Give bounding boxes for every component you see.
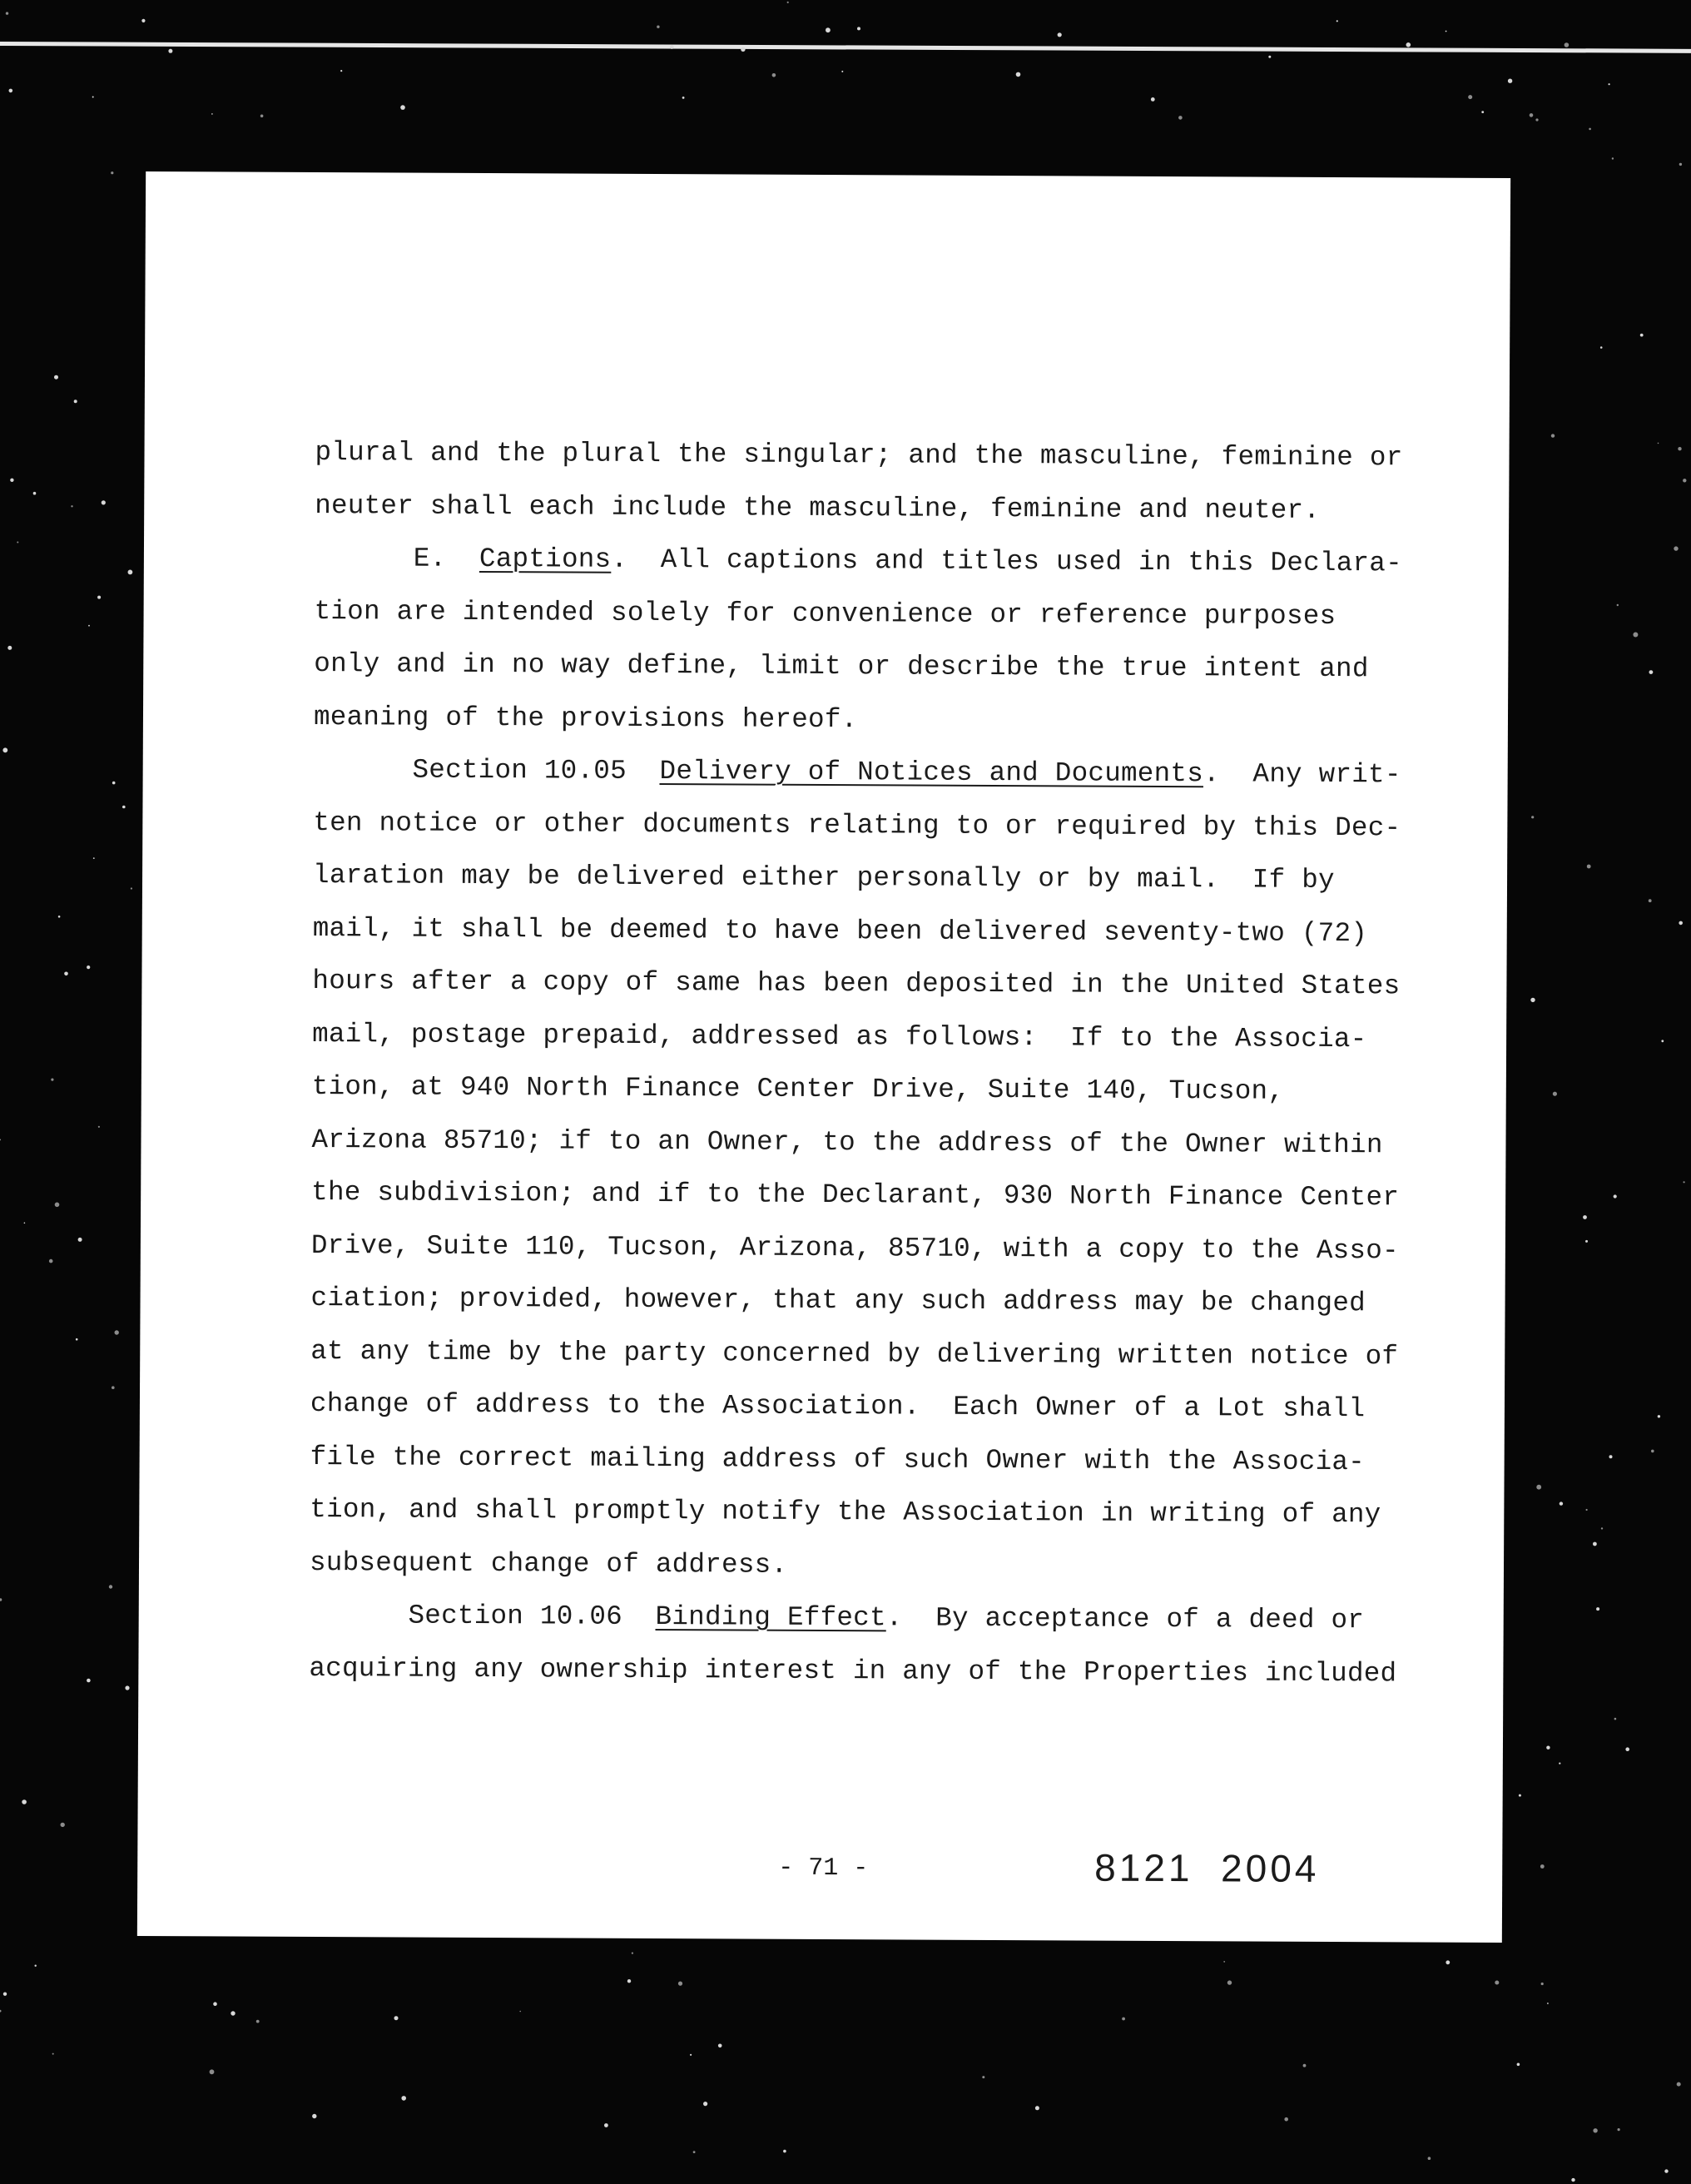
text-segment: laration may be delivered either personally or by mail. If by [312, 859, 1335, 896]
text-line [314, 532, 1403, 590]
speckle [1617, 604, 1619, 606]
speckle [17, 542, 18, 544]
text-line [310, 1589, 1391, 1647]
speckle [1601, 1527, 1603, 1529]
speckle [1268, 56, 1271, 58]
text-line [309, 1641, 1397, 1700]
speckle [2, 747, 7, 752]
speckle [312, 2114, 316, 2118]
text-segment: file the correct mailing address of such Owner with the Associa- [310, 1441, 1366, 1477]
speckle [682, 97, 685, 99]
speckle [1618, 2128, 1620, 2131]
text-line [314, 638, 1396, 696]
speckle [1446, 1960, 1450, 1964]
speckle [24, 1223, 26, 1224]
speckle [1519, 1794, 1521, 1797]
speckle [22, 1799, 27, 1804]
speckle [1336, 20, 1338, 22]
speckle [678, 1982, 682, 1986]
speckle [1223, 1961, 1225, 1963]
speckle [52, 2053, 54, 2055]
text-segment: Section 10.05 [313, 753, 660, 787]
text-segment: . By acceptance of a deed or [885, 1602, 1365, 1636]
text-segment: Drive, Suite 110, Tucson, Arizona, 85710, with a copy to the Asso- [310, 1229, 1399, 1266]
speckle [1664, 2169, 1668, 2172]
speckle [982, 2076, 984, 2078]
speckle [1586, 1509, 1588, 1511]
text-line [314, 690, 1396, 748]
speckle [1587, 865, 1591, 869]
speckle [1540, 1864, 1545, 1869]
text-line [310, 1377, 1392, 1436]
text-segment: at any time by the party concerned by delivering written notice of [310, 1335, 1399, 1372]
speckle [1016, 72, 1021, 77]
text-line [310, 1430, 1391, 1488]
speckle [1151, 97, 1155, 102]
text-line [313, 901, 1395, 960]
speckle [128, 570, 133, 575]
speckle [10, 479, 13, 482]
speckle [1679, 921, 1683, 926]
speckle [1481, 111, 1484, 113]
text-segment: tion, and shall promptly notify the Association in writing of any [310, 1493, 1381, 1531]
speckle [604, 2123, 608, 2127]
speckle [51, 1079, 53, 1081]
speckle [6, 12, 8, 14]
speckle [1678, 447, 1681, 450]
speckle [1541, 1983, 1544, 1985]
speckle [1559, 1763, 1560, 1765]
speckle [1612, 157, 1614, 159]
speckle [1517, 2063, 1520, 2067]
speckle [1531, 816, 1534, 818]
text-segment: acquiring any ownership interest in any of the Properties included [309, 1652, 1397, 1689]
text-segment: plural and the plural the singular; and the masculine, feminine or [315, 437, 1403, 474]
speckle [1508, 79, 1512, 83]
speckle [1633, 633, 1638, 638]
speckle [1535, 118, 1538, 121]
speckle [1684, 1181, 1685, 1183]
speckle [88, 625, 90, 627]
text-segment: only and in no way define, limit or describe the true intent and [314, 648, 1369, 685]
speckle [54, 375, 58, 380]
text-segment: mail, it shall be deemed to have been delivered seventy-two (72) [312, 912, 1368, 949]
speckle [1178, 116, 1183, 120]
speckle [231, 2011, 235, 2015]
speckle [1593, 2128, 1597, 2132]
text-segment: meaning of the provisions hereof. [313, 701, 858, 735]
speckle [857, 27, 860, 30]
speckle [1035, 2106, 1039, 2110]
speckle [1536, 1485, 1541, 1490]
speckle [1658, 1415, 1660, 1417]
text-segment: neuter shall each include the masculine, feminine and neuter. [315, 489, 1321, 526]
speckle [92, 97, 94, 98]
speckle [71, 505, 72, 507]
section-caption: Captions [479, 543, 612, 575]
speckle [49, 1259, 53, 1263]
text-segment: subsequent change of address. [309, 1546, 788, 1581]
speckle [1058, 32, 1062, 37]
speckle [3, 1993, 7, 1996]
speckle [657, 26, 659, 28]
speckle [1227, 1980, 1232, 1984]
speckle [690, 2054, 692, 2056]
speckle [211, 113, 213, 115]
speckle [1640, 334, 1644, 337]
speckle [340, 70, 342, 72]
text-line [312, 1060, 1394, 1119]
text-line [311, 1113, 1393, 1171]
text-line [310, 1324, 1399, 1382]
text-line [311, 1166, 1400, 1224]
speckle [1625, 1747, 1629, 1751]
section-caption: Binding Effect [655, 1601, 886, 1634]
text-segment: E. [314, 543, 480, 574]
text-line [315, 426, 1403, 484]
speckle [256, 2020, 260, 2023]
speckle [841, 71, 843, 72]
section-caption: Delivery of Notices and Documents [659, 756, 1204, 790]
speckle [1284, 2117, 1288, 2122]
speckle [122, 806, 126, 809]
text-line [313, 743, 1401, 802]
speckle [787, 2, 789, 3]
speckle [102, 500, 106, 504]
speckle [718, 2044, 722, 2048]
speckle [125, 1685, 129, 1690]
speckle [0, 1139, 1, 1141]
speckle [1565, 42, 1570, 47]
text-segment: hours after a copy of same has been deposited in the United States [312, 965, 1401, 1002]
text-segment: ten notice or other documents relating to or required by this Dec- [313, 807, 1401, 843]
speckle [1679, 163, 1682, 166]
speckle [1596, 1607, 1599, 1611]
speckle [168, 49, 172, 53]
speckle [87, 1679, 91, 1683]
text-line [312, 1007, 1394, 1065]
speckle [58, 916, 61, 918]
speckle [1614, 1194, 1617, 1198]
text-segment: the subdivision; and if to the Declarant, 930 North Finance Center [311, 1176, 1400, 1214]
speckle [0, 1598, 2, 1601]
text-line [313, 849, 1395, 907]
text-segment: Arizona 85710; if to an Owner, to the address of the Owner within [311, 1124, 1383, 1160]
speckle [400, 105, 405, 110]
speckle [1553, 1092, 1557, 1096]
speckle [519, 2011, 521, 2013]
text-segment: Section 10.06 [309, 1599, 656, 1633]
text-line [314, 585, 1396, 643]
text-line [312, 955, 1401, 1013]
speckle [1609, 83, 1610, 85]
speckle [1585, 1240, 1588, 1243]
text-segment: mail, postage prepaid, addressed as follows: If to the Associa- [312, 1018, 1367, 1055]
speckle [35, 1965, 37, 1967]
speckle [1600, 346, 1603, 349]
text-segment: . All captions and titles used in this Declara- [611, 544, 1403, 579]
speckle [1593, 1542, 1597, 1546]
speckle [115, 1330, 119, 1334]
text-line [315, 479, 1396, 538]
document-page [137, 171, 1510, 1943]
speckle [401, 2096, 406, 2101]
text-segment: tion, at 940 North Finance Center Drive, Suite 140, Tucson, [311, 1070, 1285, 1107]
speckle [74, 400, 77, 403]
speckle [98, 1126, 100, 1128]
speckle [87, 965, 90, 969]
speckle [693, 2151, 696, 2153]
speckle [1468, 95, 1472, 99]
speckle [1446, 31, 1447, 32]
text-line [310, 1536, 1391, 1594]
speckle [394, 2016, 399, 2020]
speckle [670, 45, 674, 49]
speckle [112, 1386, 115, 1389]
speckle [213, 2002, 217, 2006]
text-line [310, 1272, 1392, 1330]
speckle [1651, 1450, 1654, 1453]
document-recording-number: 8121 2004 [1094, 1845, 1320, 1890]
speckle [33, 492, 37, 495]
speckle [0, 2010, 2, 2013]
speckle [1649, 899, 1652, 902]
speckle [741, 47, 745, 52]
speckle [1551, 434, 1555, 437]
speckle [141, 19, 145, 22]
speckle [1428, 2157, 1431, 2160]
speckle [1530, 113, 1534, 117]
speckle [1303, 2064, 1307, 2067]
speckle [1495, 1981, 1499, 1985]
speckle [78, 1238, 82, 1242]
text-line [310, 1483, 1391, 1541]
speckle [1546, 1746, 1550, 1750]
speckle [703, 2102, 707, 2106]
speckle [112, 782, 116, 785]
text-segment: . Any writ- [1203, 758, 1401, 791]
speckle [1609, 1455, 1613, 1458]
page-number: - 71 - [778, 1854, 869, 1884]
text-segment: change of address to the Association. Each Owner of a Lot shall [310, 1387, 1366, 1425]
speckle [1530, 998, 1535, 1002]
speckle [7, 646, 12, 650]
speckle [632, 1953, 633, 1954]
speckle [109, 1585, 112, 1588]
text-segment: ciation; provided, however, that any such address may be changed [310, 1282, 1366, 1319]
speckle [97, 596, 101, 599]
speckle [1560, 1502, 1563, 1505]
speckle [783, 2150, 786, 2153]
speckle [1677, 2082, 1681, 2087]
speckle [1649, 670, 1654, 674]
speckle [1614, 1718, 1617, 1720]
speckle [111, 171, 113, 174]
text-line [310, 1219, 1399, 1277]
text-line [313, 796, 1401, 854]
speckle [93, 857, 95, 859]
speckle [1589, 128, 1591, 131]
speckle [627, 1979, 631, 1983]
speckle [1122, 2018, 1125, 2021]
speckle [1583, 1215, 1587, 1219]
speckle [76, 1338, 78, 1341]
speckle [1547, 2003, 1549, 2004]
text-segment: tion are intended solely for convenience or reference purposes [314, 595, 1336, 632]
speckle [1674, 546, 1678, 550]
speckle [61, 1823, 65, 1827]
speckle [1683, 479, 1686, 482]
speckle [1406, 42, 1411, 47]
speckle [1661, 1040, 1664, 1042]
document-body [309, 426, 1403, 1700]
speckle [826, 27, 831, 32]
speckle [210, 2069, 215, 2074]
speckle [260, 115, 264, 118]
speckle [1571, 2178, 1574, 2182]
speckle [55, 1203, 60, 1208]
speckle [1658, 443, 1659, 444]
speckle [772, 73, 776, 77]
speckle [9, 89, 13, 93]
speckle [131, 887, 132, 889]
speckle [64, 972, 68, 976]
